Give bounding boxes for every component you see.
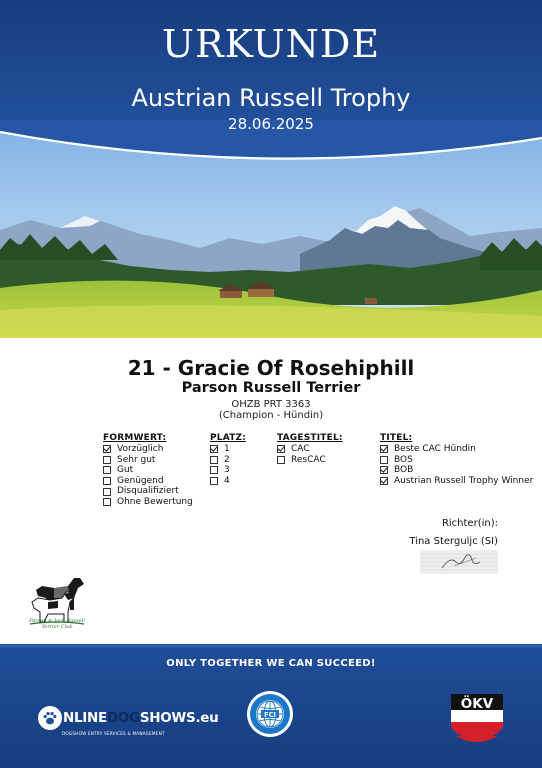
checkbox-checked-icon: [277, 445, 285, 453]
option-label: Beste CAC Hündin: [394, 444, 476, 454]
platz-column: [210, 433, 246, 486]
option-label: Austrian Russell Trophy Winner: [394, 475, 534, 486]
okv-logo-shield-icon[interactable]: [448, 692, 506, 744]
event-title: Austrian Russell Trophy: [131, 84, 411, 112]
platz-header: PLATZ:: [210, 433, 247, 443]
checkbox-checked-icon: [103, 445, 111, 453]
dog-breed: Parson Russell Terrier: [181, 380, 361, 396]
option-label: 4: [224, 475, 230, 486]
dog-registration: OHZB PRT 3363: [231, 399, 311, 410]
checkbox-empty-icon: [103, 498, 111, 506]
titel-option: [380, 476, 533, 487]
option-label: Genügend: [117, 475, 164, 486]
club-name-line2: Terrier Club: [41, 624, 73, 630]
wordmark-dog: DOG: [106, 710, 140, 726]
option-label: 1: [224, 444, 230, 454]
checkbox-empty-icon: [103, 456, 111, 464]
tagestitel-header: TAGESTITEL:: [277, 433, 343, 443]
judge-signature: [420, 548, 498, 576]
titel-option: [380, 465, 533, 476]
formwert-option: [103, 465, 193, 476]
club-name: [22, 618, 92, 630]
club-name-line1: Parson & Jack Russell: [29, 618, 85, 624]
platz-option: [210, 476, 246, 487]
checkbox-empty-icon: [103, 488, 111, 496]
checkbox-empty-icon: [210, 466, 218, 474]
formwert-header: FORMWERT:: [103, 433, 167, 443]
judge-label: Richter(in):: [441, 518, 498, 529]
platz-option: [210, 465, 246, 476]
option-label: 2: [224, 454, 230, 465]
footer: [0, 644, 542, 768]
event-date: 28.06.2025: [228, 115, 314, 133]
formwert-option: [103, 455, 193, 466]
option-label: Disqualifiziert: [117, 486, 179, 497]
wordmark-shows: SHOWS.eu: [139, 710, 219, 726]
dog-class: (Champion - Hündin): [218, 410, 324, 421]
paw-icon: [38, 706, 62, 730]
onlinedogshows-tagline: DOGSHOW ENTRY SERVICES & MANAGEMENT: [62, 731, 165, 736]
option-label: ResCAC: [291, 454, 326, 465]
formwert-option: [103, 497, 193, 508]
option-label: Gut: [117, 465, 134, 476]
option-label: Ohne Bewertung: [117, 496, 193, 507]
dog-name: 21 - Gracie Of Rosehiphill: [127, 356, 415, 380]
document-title: URKUNDE: [161, 22, 381, 66]
tagestitel-option: [277, 444, 343, 455]
checkbox-checked-icon: [380, 466, 388, 474]
formwert-option: [103, 486, 193, 497]
titel-column: [380, 433, 533, 486]
platz-option: [210, 444, 246, 455]
fci-logo-globe-icon[interactable]: [246, 690, 294, 738]
checkbox-checked-icon: [210, 445, 218, 453]
judge-name: Tina Sterguljc (SI): [409, 536, 498, 547]
checkbox-empty-icon: [210, 456, 218, 464]
fci-letters: FCI: [264, 710, 276, 719]
slogan: ONLY TOGETHER WE CAN SUCCEED!: [166, 658, 376, 669]
tagestitel-option: [277, 455, 343, 466]
checkbox-checked-icon: [380, 477, 388, 485]
option-label: CAC: [291, 444, 310, 454]
option-label: Sehr gut: [117, 454, 156, 465]
wordmark-online: NLINE: [63, 710, 107, 726]
option-label: 3: [224, 465, 230, 476]
option-label: Vorzüglich: [117, 444, 164, 454]
checkbox-empty-icon: [277, 456, 285, 464]
titel-option: [380, 444, 533, 455]
option-label: BOS: [394, 454, 413, 465]
okv-letters: ÖKV: [460, 696, 494, 712]
titel-header: TITEL:: [380, 433, 413, 443]
formwert-column: [103, 433, 193, 508]
formwert-option: [103, 476, 193, 487]
formwert-option: [103, 444, 193, 455]
checkbox-empty-icon: [103, 477, 111, 485]
titel-option: [380, 455, 533, 466]
checkbox-checked-icon: [380, 445, 388, 453]
checkbox-empty-icon: [380, 456, 388, 464]
checkbox-empty-icon: [103, 466, 111, 474]
platz-option: [210, 455, 246, 466]
option-label: BOB: [394, 465, 414, 476]
checkbox-empty-icon: [210, 477, 218, 485]
tagestitel-column: [277, 433, 343, 465]
onlinedogshows-wordmark: [63, 710, 218, 726]
